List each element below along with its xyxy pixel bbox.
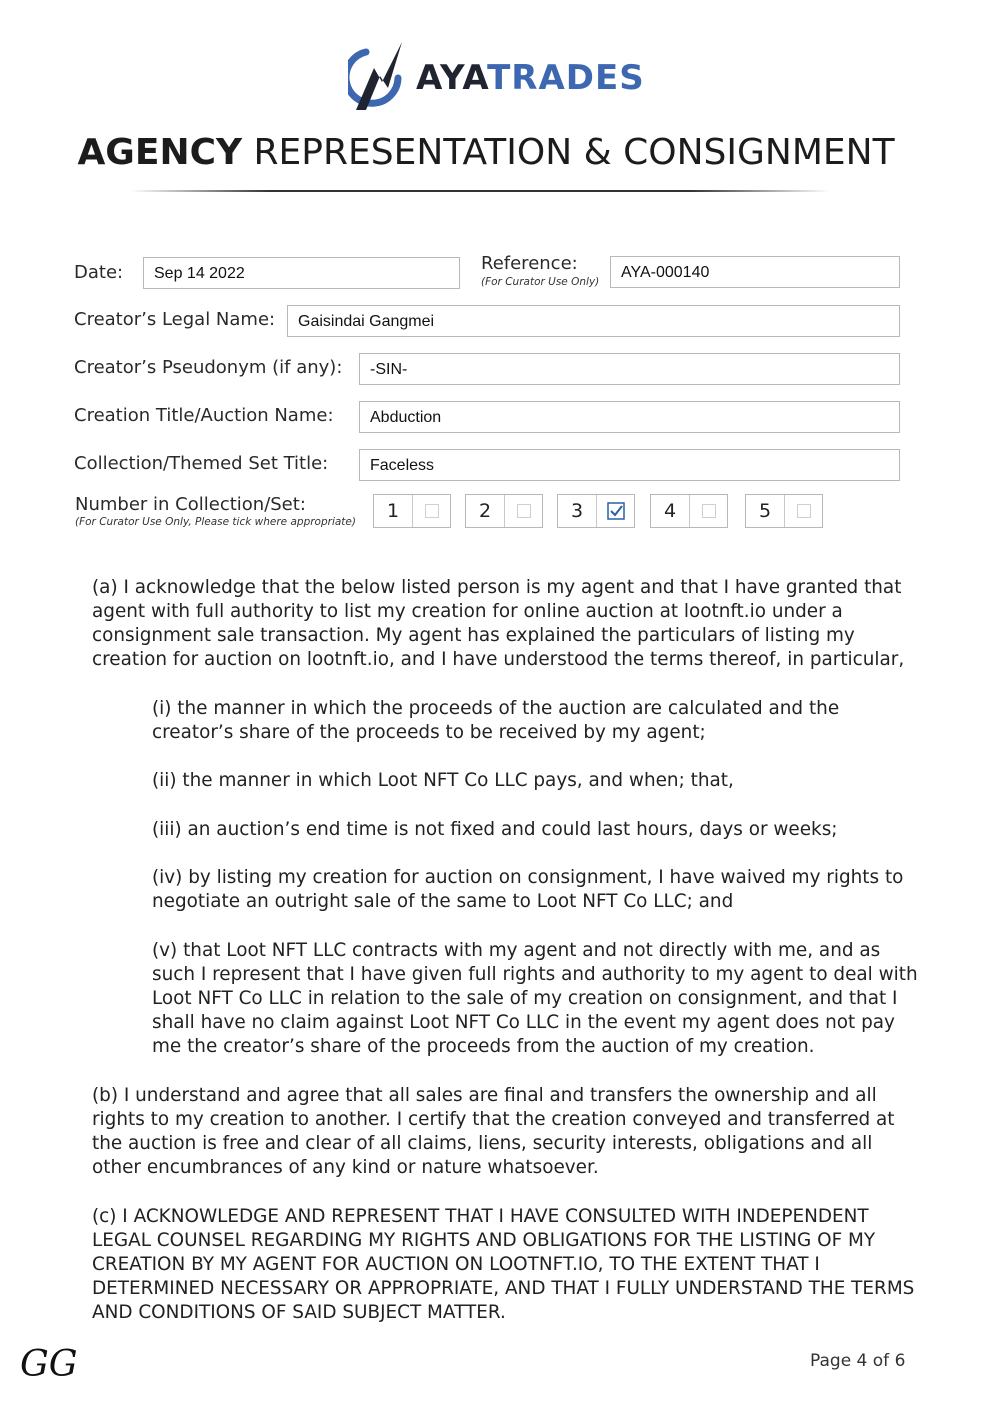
title-divider	[130, 190, 830, 192]
set-number-option-2[interactable]	[465, 494, 543, 528]
checkbox[interactable]	[797, 504, 811, 518]
pseudonym-label: Creator’s Pseudonym (if any):	[74, 357, 343, 378]
set-number-option-5[interactable]	[745, 494, 823, 528]
collection-field[interactable]: Faceless	[359, 449, 900, 481]
logo-wordmark	[416, 58, 645, 98]
pseudonym-field[interactable]: -SIN-	[359, 353, 900, 385]
clause-a-item-v: (v) that Loot NFT LLC contracts with my agent and not directly with me, and as such I represent that I have given full rights and authority to my agent to deal with Loot NFT Co LLC in relation to the sale of my creation on consignment, and that I shall have no claim against Loot NFT Co LLC in the event my agent does not pay me the creator’s share of the proceeds from the auction of my creation.	[152, 940, 918, 1057]
logo-text-trades: TRADES	[487, 58, 645, 98]
clause-a-item-iv: (iv) by listing my creation for auction on consignment, I have waived my rights to negotiate an outright sale of the same to Loot NFT Co LLC; and	[152, 867, 904, 912]
set-number-label: 3	[570, 500, 584, 522]
clause-c: (c) I ACKNOWLEDGE AND REPRESENT THAT I HAVE CONSULTED WITH INDEPENDENT LEGAL COUNSEL REGARDING MY RIGHTS AND OBLIGATIONS FOR THE LISTING OF MY CREATION BY MY AGENT FOR AUCTION ON LOOTNFT.IO, TO THE EXTENT THAT I DETERMINED NECESSARY OR APPROPRIATE, AND THAT I FULLY UNDERSTAND THE TERMS AND CONDITIONS OF SAID SUBJECT MATTER.	[92, 1206, 915, 1323]
set-number-label: 5	[758, 500, 772, 522]
legal-name-label: Creator’s Legal Name:	[74, 309, 276, 330]
set-number-option-4[interactable]	[650, 494, 728, 528]
document-title	[0, 132, 972, 173]
set-number-label: 1	[386, 500, 400, 522]
company-logo	[348, 38, 645, 116]
checkbox[interactable]	[702, 504, 716, 518]
reference-sublabel: (For Curator Use Only)	[481, 276, 600, 288]
collection-label: Collection/Themed Set Title:	[74, 453, 329, 474]
clause-b: (b) I understand and agree that all sales are final and transfers the ownership and all rights to my creation to another. I certify that the creation conveyed and transferred at the auction is free and clear of all claims, liens, security interests, obligations and all other encumbrances of any kind or nature whatsoever.	[92, 1085, 895, 1178]
title-rest: REPRESENTATION & CONSIGNMENT	[253, 132, 895, 173]
set-number-label: 2	[478, 500, 492, 522]
checked-checkbox-icon[interactable]	[607, 502, 625, 520]
set-number-label: 4	[663, 500, 677, 522]
creation-title-field[interactable]: Abduction	[359, 401, 900, 433]
set-number-option-3[interactable]	[557, 494, 635, 528]
initials-signature: GG	[20, 1344, 78, 1385]
clause-a-item-ii: (ii) the manner in which Loot NFT Co LLC pays, and when; that,	[152, 770, 734, 791]
clause-a-item-i: (i) the manner in which the proceeds of the auction are calculated and the creator’s share of the proceeds to be received by my agent;	[152, 698, 840, 743]
logo-text-aya: AYA	[416, 58, 488, 98]
number-in-set-sublabel: (For Curator Use Only, Please tick where appropriate)	[75, 516, 356, 528]
reference-field[interactable]: AYA-000140	[610, 256, 900, 288]
title-bold: AGENCY	[77, 132, 243, 173]
reference-label: Reference:	[481, 253, 578, 274]
legal-name-field[interactable]: Gaisindai Gangmei	[287, 305, 900, 337]
date-label: Date:	[74, 262, 124, 283]
date-field[interactable]: Sep 14 2022	[143, 257, 460, 289]
number-in-set-label: Number in Collection/Set:	[75, 494, 306, 515]
ayatrades-logo-icon	[348, 38, 408, 116]
checkbox[interactable]	[517, 504, 531, 518]
clause-a: (a) I acknowledge that the below listed person is my agent and that I have granted that agent with full authority to list my creation for online auction at lootnft.io under a consignment sale transaction. My agent has explained the particulars of listing my creation for auction on lootnft.io, and I have understood the terms thereof, in particular,	[92, 577, 905, 670]
set-number-option-1[interactable]	[373, 494, 451, 528]
checkbox[interactable]	[425, 504, 439, 518]
creation-title-label: Creation Title/Auction Name:	[74, 405, 334, 426]
page-number: Page 4 of 6	[810, 1351, 906, 1371]
clause-a-item-iii: (iii) an auction’s end time is not fixed and could last hours, days or weeks;	[152, 819, 838, 840]
